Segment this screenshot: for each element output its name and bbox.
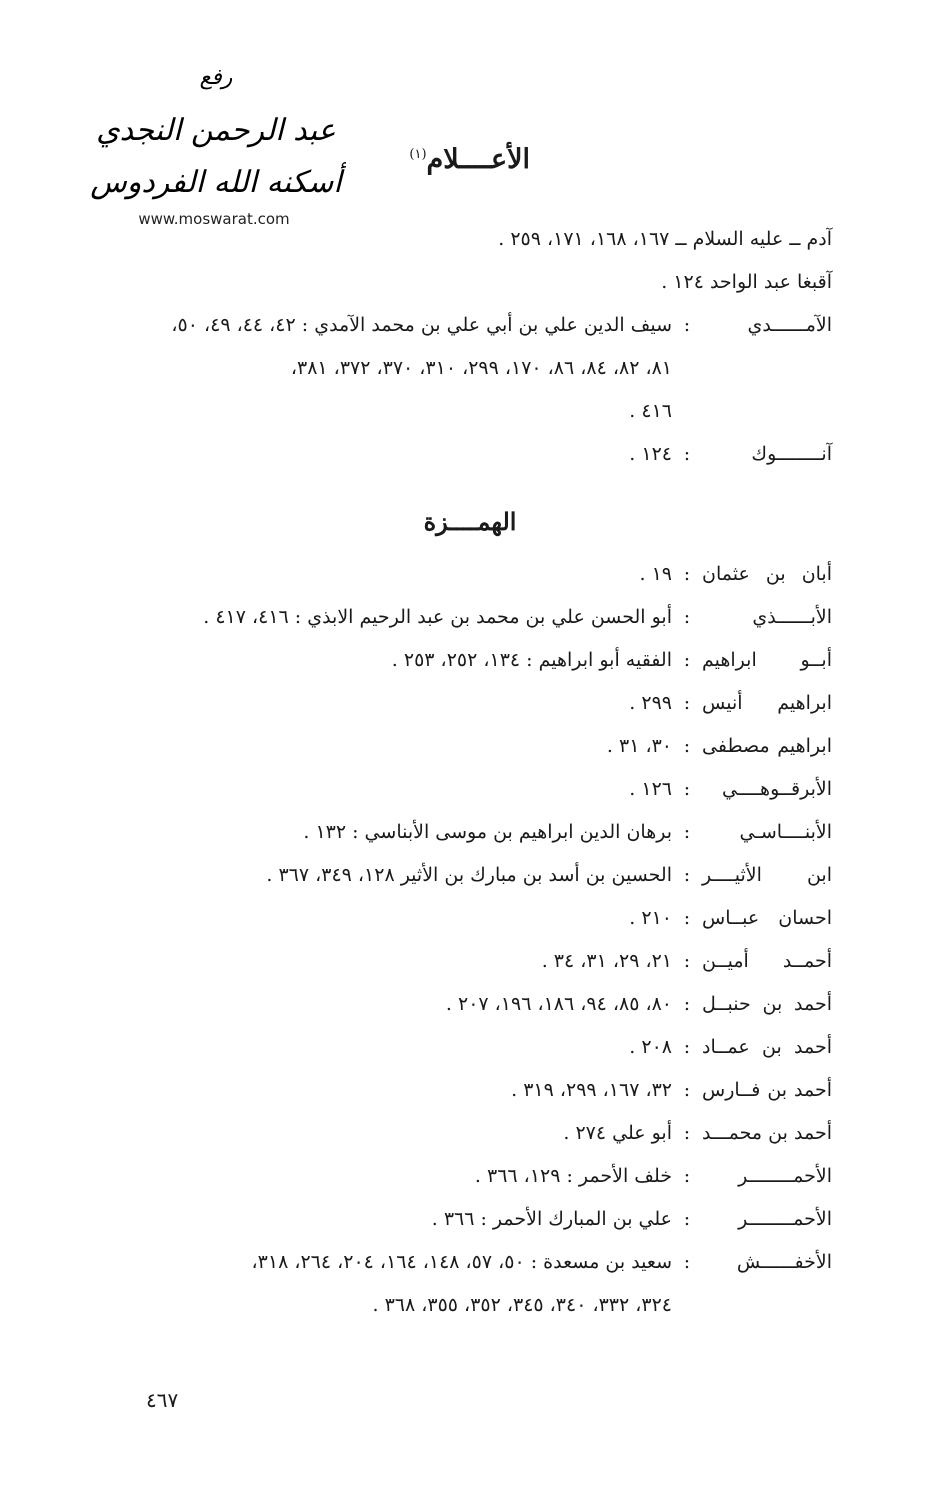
entry-colon: : (683, 1122, 691, 1144)
entry-line: سيف الدين علي بن أبي علي بن محمد الآمدي : ٤٢، ٤٤، ٤٩، ٥٠، (171, 314, 672, 336)
entry-body (52, 682, 672, 725)
entry-line: الفقيه أبو ابراهيم : ١٣٤، ٢٥٢، ٢٥٣ . (391, 649, 672, 671)
entry-body (52, 553, 672, 596)
entry-anuk (72, 433, 832, 476)
entry-body (52, 897, 672, 940)
entry-line: ٢١، ٢٩، ٣١، ٣٤ . (541, 950, 672, 972)
entry-colon: : (683, 443, 691, 465)
entry-name: الأحمــــــــر (738, 1208, 832, 1230)
index-entry (52, 639, 832, 682)
entry-body (52, 854, 672, 897)
entry-body (52, 1026, 672, 1069)
entry-line: ٢٩٩ . (629, 692, 672, 714)
index-entry (52, 596, 832, 639)
entry-colon: : (683, 649, 691, 671)
index-entry (52, 768, 832, 811)
entry-body (52, 1112, 672, 1155)
index-entry (52, 983, 832, 1026)
entry-line: برهان الدين ابراهيم بن موسى الأبناسي : ١٣٢ . (303, 821, 672, 843)
entry-name: الأبــــــذي (752, 606, 832, 628)
entry-body (52, 596, 672, 639)
entry-body (52, 1241, 672, 1327)
entry-line: سعيد بن مسعدة : ٥٠، ٥٧، ١٤٨، ١٦٤، ٢٠٤، ٢٦٤، ٣١٨، (251, 1251, 672, 1273)
entry-body (52, 940, 672, 983)
entry-name: ابراهيم أنيس (702, 692, 832, 714)
entry-line: الحسين بن أسد بن مبارك بن الأثير ١٢٨، ٣٤٩، ٣٦٧ . (266, 864, 672, 886)
entry-colon: : (683, 1079, 691, 1101)
index-entry (52, 725, 832, 768)
index-entry (52, 682, 832, 725)
index-entry (52, 940, 832, 983)
entry-line: خلف الأحمر : ١٢٩، ٣٦٦ . (474, 1165, 672, 1187)
entry-name: ابراهيم مصطفى (702, 735, 832, 757)
entry-colon: : (683, 1208, 691, 1230)
stamp-line-3: أسكنه الله الفردوس (90, 165, 342, 200)
entry-line: علي بن المبارك الأحمر : ٣٦٦ . (431, 1208, 672, 1230)
entry-name: الأبنــــاسـي (739, 821, 832, 843)
entry-body: ١٢٤ . (629, 443, 672, 465)
publisher-stamp (86, 52, 346, 232)
index-entry (52, 1026, 832, 1069)
entry-name: أبان بن عثمان (702, 563, 832, 585)
entry-colon: : (683, 950, 691, 972)
entry-body (52, 639, 672, 682)
entry-colon: : (683, 606, 691, 628)
entry-line: ٢١٠ . (629, 907, 672, 929)
entry-name: احسان عبــاس (702, 907, 832, 929)
entry-name: آنــــــــوك (751, 443, 832, 465)
index-entry (52, 1241, 832, 1327)
entry-colon: : (683, 864, 691, 886)
entry-name: أحمد بن حنبــل (702, 993, 832, 1015)
entry-name: الأخفــــــش (736, 1251, 832, 1273)
entry-body (52, 725, 672, 768)
entry-line: ٨١، ٨٢، ٨٤، ٨٦، ١٧٠، ٢٩٩، ٣١٠، ٣٧٠، ٣٧٢، ٣٨١، (290, 357, 672, 379)
entry-name: أحمد بن فــارس (702, 1079, 832, 1101)
entry-line: ٣٢، ١٦٧، ٢٩٩، ٣١٩ . (511, 1079, 672, 1101)
entry-name: ابن الأثيــــر (702, 864, 832, 886)
index-entry (52, 553, 832, 596)
entry-line: ٣٢٤، ٣٣٢، ٣٤٠، ٣٤٥، ٣٥٢، ٣٥٥، ٣٦٨ . (372, 1294, 672, 1316)
entry-name: الأبرقــوهــــي (721, 778, 832, 800)
index-entry (52, 854, 832, 897)
top-entries (72, 218, 832, 476)
entry-name: أحمد بن عمــاد (702, 1036, 832, 1058)
entry-colon: : (683, 907, 691, 929)
entry-body (52, 1069, 672, 1112)
page-title (409, 144, 530, 175)
title-footnote-marker: (١) (409, 147, 427, 162)
entry-colon: : (683, 778, 691, 800)
entry-list (52, 553, 832, 1327)
stamp-line-2: عبد الرحمن النجدي (96, 113, 336, 148)
entry-body (52, 1155, 672, 1198)
entry-aqbugha: آقبغا عبد الواحد ١٢٤ . (661, 271, 832, 293)
entry-colon: : (683, 821, 691, 843)
entry-line: ١٩ . (639, 563, 672, 585)
entry-body (52, 1198, 672, 1241)
stamp-url: www.moswarat.com (138, 210, 290, 228)
entry-colon: : (683, 1165, 691, 1187)
entry-colon: : (683, 563, 691, 585)
entry-colon: : (683, 735, 691, 757)
entry-amidi (72, 304, 832, 433)
entry-line: ٣٠، ٣١ . (606, 735, 672, 757)
index-entry (52, 897, 832, 940)
page-title-text: الأعــــلام (426, 144, 530, 175)
entry-line: ٤١٦ . (629, 400, 672, 422)
entry-name: أبــو ابراهيم (702, 649, 832, 671)
entry-colon: : (683, 993, 691, 1015)
index-entry (52, 1155, 832, 1198)
index-entry (52, 1069, 832, 1112)
entry-line: ١٢٦ . (629, 778, 672, 800)
index-entry (52, 811, 832, 854)
calligraphy-stamp (86, 52, 346, 212)
entry-body (52, 768, 672, 811)
stamp-line-1: رفع (199, 65, 233, 90)
index-entry (52, 1198, 832, 1241)
entry-adam: آدم ــ عليه السلام ــ ١٦٧، ١٦٨، ١٧١، ٢٥٩ . (498, 228, 832, 250)
entry-name: الآمــــــدي (747, 314, 832, 336)
section-heading: الهمــــزة (423, 507, 517, 536)
entry-body (52, 983, 672, 1026)
entry-body (72, 304, 672, 433)
page-number: ٤٦٧ (146, 1388, 179, 1412)
entry-line: أبو الحسن علي بن محمد بن عبد الرحيم الابذي : ٤١٦، ٤١٧ . (203, 606, 672, 628)
index-entry (52, 1112, 832, 1155)
entry-colon: : (683, 1036, 691, 1058)
entry-colon: : (683, 692, 691, 714)
entry-name: الأحمــــــــر (738, 1165, 832, 1187)
entry-body (52, 811, 672, 854)
entry-name: أحمد بن محمـــد (702, 1122, 832, 1144)
entry-line: ٨٠، ٨٥، ٩٤، ١٨٦، ١٩٦، ٢٠٧ . (445, 993, 672, 1015)
entry-name: أحمــد أميــن (702, 950, 832, 972)
entry-colon: : (683, 1251, 691, 1273)
entry-line: أبو علي ٢٧٤ . (563, 1122, 672, 1144)
entry-line: ٢٠٨ . (629, 1036, 672, 1058)
entry-colon: : (683, 314, 691, 336)
